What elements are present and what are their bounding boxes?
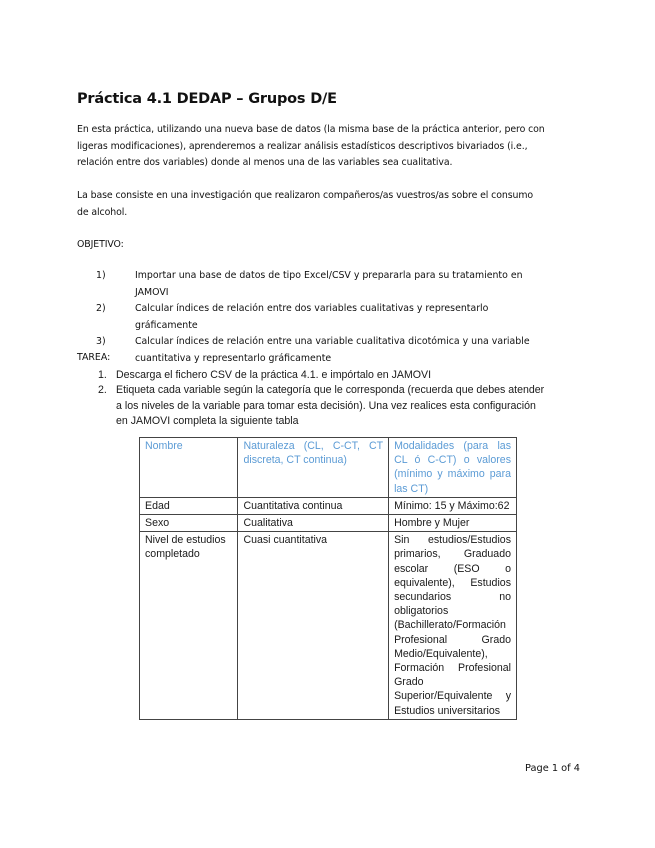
cell-modalidades: Mínimo: 15 y Máximo:62 <box>389 497 517 514</box>
header-naturaleza: Naturaleza (CL, C-CT, CT discreta, CT continua) <box>238 438 389 498</box>
objective-number: 3) <box>96 336 106 347</box>
objective-item <box>96 301 546 334</box>
task-text: Descarga el fichero CSV de la práctica 4.1. e impórtalo en JAMOVI <box>116 369 432 381</box>
objective-text: Importar una base de datos de tipo Excel/CSV y prepararla para su tratamiento en JAMOVI <box>135 270 523 298</box>
cell-naturaleza: Cuantitativa continua <box>238 497 389 514</box>
intro-paragraph: En esta práctica, utilizando una nueva base de datos (la misma base de la práctica anterior, pero con ligeras modificaciones), aprenderemos a realizar análisis estadísticos descriptivos bivariados (i.e., relación entre dos variables) donde al menos una de las variables sea cualitativa. <box>77 124 545 168</box>
objective-heading: OBJETIVO: <box>77 239 124 250</box>
objectives-list <box>96 268 546 367</box>
objective-text: Calcular índices de relación entre dos variables cualitativas y representarlo gráficamente <box>135 303 489 331</box>
page-title: Práctica 4.1 DEDAP – Grupos D/E <box>77 91 337 107</box>
table-row <box>140 497 517 514</box>
cell-nombre: Sexo <box>140 515 238 532</box>
tasks-list <box>98 368 548 429</box>
task-item <box>98 383 548 429</box>
cell-naturaleza: Cuasi cuantitativa <box>238 532 389 720</box>
objective-number: 1) <box>96 270 106 281</box>
objective-text: Calcular índices de relación entre una variable cualitativa dicotómica y una variable cuantitativa y representarlo gráficamente <box>135 336 530 364</box>
page-number-footer: Page 1 of 4 <box>525 763 580 774</box>
cell-modalidades: Sin estudios/Estudios primarios, Graduado escolar (ESO o equivalente), Estudios secundarios no obligatorios (Bachillerato/Formación Profesional Grado Medio/Equivalente), Formación Profesional Grado Superior/Equivalente y Estudios universitarios <box>389 532 517 720</box>
cell-modalidades: Hombre y Mujer <box>389 515 517 532</box>
cell-nombre: Edad <box>140 497 238 514</box>
table-header-row <box>140 438 517 498</box>
base-paragraph: La base consiste en una investigación que realizaron compañeros/as vuestros/as sobre el consumo de alcohol. <box>77 190 533 218</box>
header-nombre: Nombre <box>140 438 238 498</box>
task-number: 1. <box>98 369 107 381</box>
table-row <box>140 532 517 720</box>
objective-item <box>96 268 546 301</box>
task-text: Etiqueta cada variable según la categoría que le corresponda (recuerda que debes atender a los niveles de la variable para tomar esta decisión). Una vez realices esta configuración en JAMOVI completa la siguiente tabla <box>116 384 545 427</box>
objective-number: 2) <box>96 303 106 314</box>
variables-table <box>139 437 517 720</box>
header-modalidades: Modalidades (para las CL ó C-CT) o valores (mínimo y máximo para las CT) <box>389 438 517 498</box>
cell-naturaleza: Cualitativa <box>238 515 389 532</box>
task-number: 2. <box>98 384 107 397</box>
table-row <box>140 515 517 532</box>
cell-nombre: Nivel de estudios completado <box>140 532 238 720</box>
objective-item <box>96 334 546 367</box>
task-heading: TAREA: <box>77 352 111 363</box>
task-item <box>98 368 548 383</box>
